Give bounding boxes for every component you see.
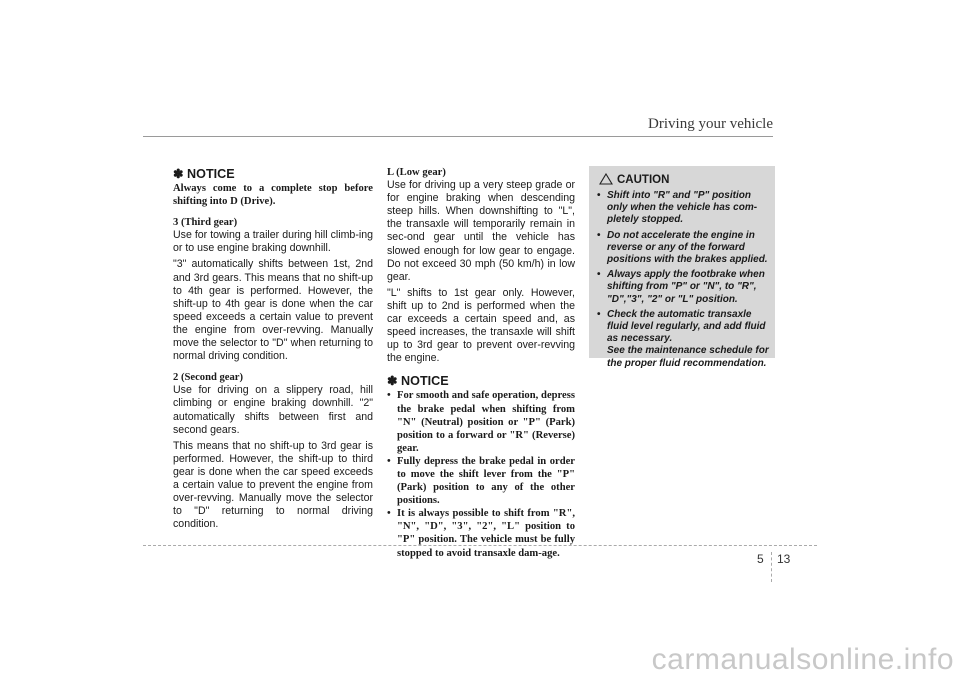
chapter-number: 5 bbox=[757, 552, 764, 566]
list-item: • Always apply the footbrake when shifting from "P" or "N", to "R", "D","3", "2" or "L" position. bbox=[597, 269, 769, 306]
list-item: • Fully depress the brake pedal in order to move the shift lever from the "P" (Park) position to any of the other positions. bbox=[387, 455, 575, 507]
page-number: 13 bbox=[777, 552, 791, 566]
notice-list bbox=[387, 389, 575, 559]
middle-column bbox=[387, 166, 575, 560]
third-gear-heading: 3 (Third gear) bbox=[173, 217, 238, 229]
notice-heading: ✽ NOTICE bbox=[387, 374, 449, 389]
low-gear-heading: L (Low gear) bbox=[387, 167, 446, 178]
second-gear-paragraph: Use for driving on a slippery road, hill climbing or engine braking downhill. "2" automatically shifts between first and second gears. bbox=[173, 384, 373, 436]
low-gear-paragraph: Use for driving up a very steep grade or for engine braking when descending steep hills. When downshifting to "L", the transaxle will temporarily remain in sec-ond gear until the vehicle has slowed enough for low gear to engage. Do not exceed 30 mph (50 km/h) in low gear. bbox=[387, 179, 575, 283]
list-item: • It is always possible to shift from "R", "N", "D", "3", "2", "L" position to "P" position. The vehicle must be fully stopped to avoid transaxle dam-age. bbox=[387, 507, 575, 559]
watermark: carmanualsonline.info bbox=[651, 643, 954, 676]
left-column bbox=[173, 166, 373, 534]
third-gear-paragraph: Use for towing a trailer during hill climb-ing or to use engine braking downhill. bbox=[173, 229, 373, 255]
second-gear-paragraph: This means that no shift-up to 3rd gear is performed. However, the shift-up to third gear is done when the car speed exceeds a certain value to prevent the engine from over-revving. Manually move the selector to "D" returning to normal driving condition. bbox=[173, 439, 373, 531]
header-divider bbox=[143, 136, 773, 137]
list-item: • Shift into "R" and "P" position only when the vehicle has com-pletely stopped. bbox=[597, 190, 769, 227]
low-gear-paragraph: "L" shifts to 1st gear only. However, shift up to 2nd is performed when the car exceeds a certain speed and, as speed increases, the transaxle will shift up to 3rd gear to prevent over-revving the engine. bbox=[387, 286, 575, 365]
caution-list bbox=[597, 190, 769, 373]
caution-box bbox=[589, 166, 775, 369]
list-item-text: Check the automatic transaxle fluid level regularly, and add fluid as necessary. bbox=[607, 308, 766, 345]
caution-heading-text: CAUTION bbox=[617, 174, 670, 186]
list-item: • Do not accelerate the engine in reverse or any of the forward positions with the brakes applied. bbox=[597, 230, 769, 267]
section-title: Driving your vehicle bbox=[648, 116, 773, 132]
notice-text: Always come to a complete stop before shifting into D (Drive). bbox=[173, 183, 373, 208]
page-number-divider bbox=[771, 552, 772, 582]
list-item: • For smooth and safe operation, depress the brake pedal when shifting from "N" (Neutral) position or "P" (Park) position to a forward or "R" (Reverse) gear. bbox=[387, 389, 575, 454]
caution-heading bbox=[599, 173, 669, 186]
second-gear-heading: 2 (Second gear) bbox=[173, 372, 244, 384]
caution-extra-note: See the maintenance schedule for the proper fluid recommendation. bbox=[607, 345, 769, 369]
notice-heading: ✽ NOTICE bbox=[173, 167, 235, 181]
footer-divider bbox=[143, 545, 817, 546]
third-gear-paragraph: "3" automatically shifts between 1st, 2nd and 3rd gears. This means that no shift-up to 4th gear is performed. However, the shift-up to 4th gear is done when the car speed exceeds a certain value to prevent the engine from over-revving. Manually move the selector to "D" when returning to normal driving condition. bbox=[173, 258, 373, 363]
list-item bbox=[597, 309, 769, 370]
warning-triangle-icon bbox=[599, 173, 613, 185]
